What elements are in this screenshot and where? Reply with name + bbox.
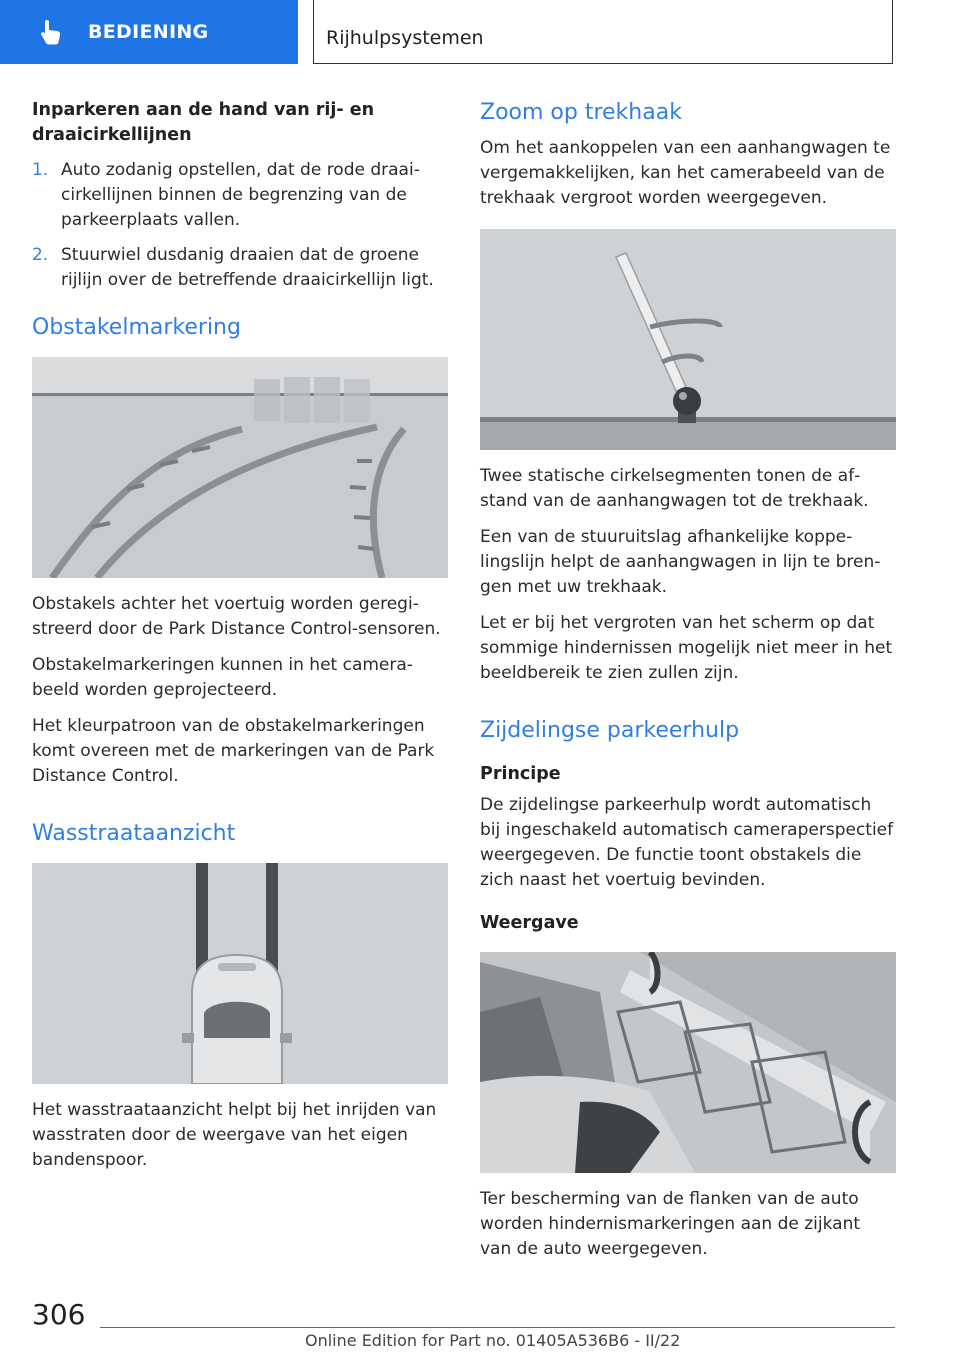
hitch-zoom-illustration bbox=[480, 229, 896, 450]
display-subheading: Weergave bbox=[480, 913, 579, 933]
hand-pointer-icon bbox=[36, 17, 66, 47]
carwash-view-illustration bbox=[32, 863, 448, 1084]
side-parking-heading: Zijdelingse parkeerhulp bbox=[480, 718, 740, 743]
step-number: 2. bbox=[32, 245, 49, 265]
step-item bbox=[32, 243, 448, 293]
parking-lines-subheading: Inparkeren aan de hand van rij- en draaicirkellijnen bbox=[32, 100, 375, 145]
carwash-paragraph: Het wasstraataanzicht helpt bij het inrijden van wasstraten door de weergave van het eigen bandenspoor. bbox=[32, 1100, 437, 1170]
step-text: Stuurwiel dusdanig draaien dat de groene rijlijn over de betreffende draaicirkellijn ligt. bbox=[61, 245, 434, 290]
obstacle-paragraph-1: Obstakels achter het voertuig worden geregistreerd door de Park Distance Control-sensoren. bbox=[32, 594, 441, 639]
obstacle-paragraph-3: Het kleurpatroon van de obstakelmarkeringen komt overeen met de markeringen van de Park Distance Control. bbox=[32, 716, 435, 786]
page-number: 306 bbox=[32, 1298, 86, 1331]
hitch-paragraph-1: Om het aankoppelen van een aanhangwagen te vergemakkelijken, kan het camerabeeld van de trekhaak vergroot worden weergegeven. bbox=[480, 138, 891, 208]
hitch-heading: Zoom op trekhaak bbox=[480, 100, 682, 125]
footer-edition: Online Edition for Part no. 01405A536B6 - II/22 bbox=[305, 1331, 681, 1350]
carwash-heading: Wasstraataanzicht bbox=[32, 821, 236, 846]
right-column bbox=[480, 98, 896, 1273]
obstacle-heading: Obstakelmarkering bbox=[32, 315, 241, 340]
principle-paragraph: De zijdelingse parkeerhulp wordt automatisch bij ingeschakeld automatisch cameraperspectief weergegeven. De functie toont obstakels die zich naast het voertuig bevinden. bbox=[480, 795, 894, 890]
hitch-paragraph-3: Een van de stuuruitslag afhankelijke koppelingslijn helpt de aanhangwagen in lijn te brengen met uw trekhaak. bbox=[480, 527, 881, 597]
step-number: 1. bbox=[32, 160, 49, 180]
step-text: Auto zodanig opstellen, dat de rode draaicirkellijnen binnen de begrenzing van de parkeerplaats vallen. bbox=[61, 160, 420, 230]
display-paragraph: Ter bescherming van de flanken van de auto worden hindernismarkeringen aan de zijkant van de auto weergegeven. bbox=[480, 1189, 861, 1259]
chapter-box bbox=[313, 0, 893, 64]
page-header bbox=[0, 0, 960, 66]
principle-subheading: Principe bbox=[480, 764, 561, 784]
left-column bbox=[32, 98, 448, 1184]
obstacle-paragraph-2: Obstakelmarkeringen kunnen in het camerabeeld worden geprojecteerd. bbox=[32, 655, 413, 700]
hitch-paragraph-4: Let er bij het vergroten van het scherm op dat sommige hindernissen mogelijk niet meer in het beeldbereik te zien zullen zijn. bbox=[480, 613, 893, 683]
section-label: BEDIENING bbox=[88, 21, 209, 43]
parking-steps bbox=[32, 158, 448, 293]
chapter-title: Rijhulpsystemen bbox=[326, 27, 484, 49]
side-parking-illustration bbox=[480, 952, 896, 1173]
hitch-paragraph-2: Twee statische cirkelsegmenten tonen de afstand van de aanhangwagen tot de trekhaak. bbox=[480, 466, 869, 511]
footer-divider bbox=[100, 1327, 895, 1328]
step-item bbox=[32, 158, 448, 233]
obstacle-marking-illustration bbox=[32, 357, 448, 578]
section-tab bbox=[0, 0, 298, 64]
